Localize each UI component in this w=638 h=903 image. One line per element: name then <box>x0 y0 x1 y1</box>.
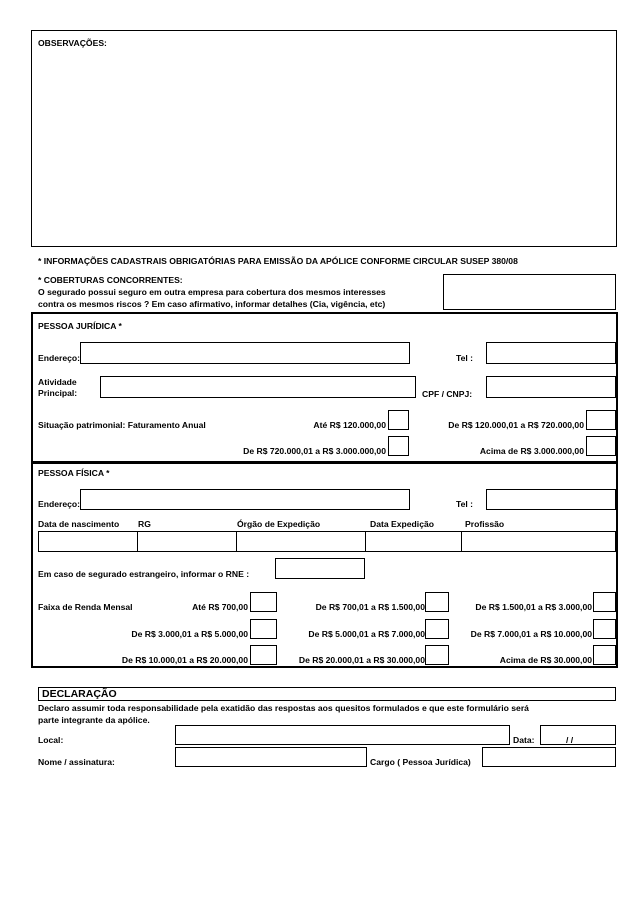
coberturas-line2: contra os mesmos riscos ? Em caso afirmativo, informar detalhes (Cia, vigência, etc) <box>38 299 386 309</box>
pj-atividade-field[interactable] <box>100 376 416 398</box>
pj-atividade-label-2: Principal: <box>38 388 78 398</box>
pf-col-data-exp: Data Expedição <box>370 519 434 529</box>
pf-renda-checkbox-4[interactable] <box>250 619 277 639</box>
declaracao-text-2: parte integrante da apólice. <box>38 715 150 725</box>
declaracao-nome-field[interactable] <box>175 747 367 767</box>
declaracao-cargo-field[interactable] <box>482 747 616 767</box>
pf-col-nascimento: Data de nascimento <box>38 519 120 529</box>
declaracao-data-separators: / / <box>566 735 574 745</box>
declaracao-title-bar <box>38 687 616 701</box>
pj-title: PESSOA JURÍDICA * <box>38 321 122 331</box>
pf-renda-option-7: De R$ 10.000,01 a R$ 20.000,00 <box>121 655 248 665</box>
pf-endereco-label: Endereço: <box>38 499 81 509</box>
pf-renda-option-3: De R$ 1.500,01 a R$ 3.000,00 <box>475 602 592 612</box>
pj-atividade-label-1: Atividade <box>38 377 77 387</box>
declaracao-title: DECLARAÇÃO <box>42 688 117 700</box>
pj-endereco-field[interactable] <box>80 342 410 364</box>
pf-col-orgao: Órgão de Expedição <box>237 519 321 529</box>
pf-renda-option-5: De R$ 5.000,01 a R$ 7.000,00 <box>308 629 425 639</box>
pf-renda-checkbox-3[interactable] <box>593 592 616 612</box>
pj-endereco-label: Endereço: <box>38 353 81 363</box>
pj-faixa4-label: Acima de R$ 3.000.000,00 <box>479 446 584 456</box>
pf-renda-option-6: De R$ 7.000,01 a R$ 10.000,00 <box>470 629 592 639</box>
pj-faixa2-checkbox[interactable] <box>586 410 616 430</box>
coberturas-details-field[interactable] <box>443 274 616 310</box>
declaracao-cargo-label: Cargo ( Pessoa Jurídica) <box>370 757 471 767</box>
pf-renda-option-8: De R$ 20.000,01 a R$ 30.000,00 <box>298 655 425 665</box>
pf-col-rg: RG <box>138 519 151 529</box>
observacoes-label: OBSERVAÇÕES: <box>38 38 107 48</box>
pf-endereco-field[interactable] <box>80 489 410 510</box>
pf-rg-field[interactable] <box>137 531 237 552</box>
pj-cpf-cnpj-label: CPF / CNPJ: <box>422 389 473 399</box>
observacoes-area[interactable] <box>31 30 617 247</box>
pf-renda-checkbox-9[interactable] <box>593 645 616 665</box>
declaracao-nome-label: Nome / assinatura: <box>38 757 115 767</box>
pj-situacao-label: Situação patrimonial: Faturamento Anual <box>38 420 206 430</box>
pf-title: PESSOA FÍSICA * <box>38 468 110 478</box>
pj-tel-label: Tel : <box>456 353 474 363</box>
pf-renda-checkbox-8[interactable] <box>425 645 449 665</box>
pj-cpf-cnpj-field[interactable] <box>486 376 616 398</box>
pf-data-exp-field[interactable] <box>365 531 462 552</box>
pf-renda-checkbox-1[interactable] <box>250 592 277 612</box>
pf-renda-option-2: De R$ 700,01 a R$ 1.500,00 <box>315 602 425 612</box>
pj-tel-field[interactable] <box>486 342 616 364</box>
info-notice: * INFORMAÇÕES CADASTRAIS OBRIGATÓRIAS PARA EMISSÃO DA APÓLICE CONFORME CIRCULAR SUSEP 380/08 <box>38 256 518 266</box>
pf-renda-checkbox-5[interactable] <box>425 619 449 639</box>
declaracao-local-label: Local: <box>38 735 64 745</box>
pf-tel-field[interactable] <box>486 489 616 510</box>
declaracao-data-label: Data: <box>513 735 535 745</box>
pf-tel-label: Tel : <box>456 499 474 509</box>
pf-rne-label: Em caso de segurado estrangeiro, informar o RNE : <box>38 569 250 579</box>
pf-profissao-field[interactable] <box>461 531 616 552</box>
pf-renda-checkbox-2[interactable] <box>425 592 449 612</box>
pj-faixa4-checkbox[interactable] <box>586 436 616 456</box>
pj-faixa1-label: Até R$ 120.000,00 <box>313 420 386 430</box>
pf-col-profissao: Profissão <box>465 519 505 529</box>
pf-renda-option-1: Até R$ 700,00 <box>192 602 248 612</box>
coberturas-line1: O segurado possui seguro em outra empresa para cobertura dos mesmos interesses <box>38 287 386 297</box>
declaracao-text-1: Declaro assumir toda responsabilidade pela exatidão das respostas aos quesitos formulados e que este formulário será <box>38 703 529 713</box>
pf-orgao-field[interactable] <box>236 531 366 552</box>
pf-nascimento-field[interactable] <box>38 531 138 552</box>
pf-faixa-renda-label: Faixa de Renda Mensal <box>38 602 133 612</box>
coberturas-title: * COBERTURAS CONCORRENTES: <box>38 275 183 285</box>
pj-faixa3-checkbox[interactable] <box>388 436 409 456</box>
declaracao-data-field[interactable] <box>540 725 616 745</box>
pf-renda-option-4: De R$ 3.000,01 a R$ 5.000,00 <box>131 629 248 639</box>
pf-rne-field[interactable] <box>275 558 365 579</box>
pj-faixa1-checkbox[interactable] <box>388 410 409 430</box>
pj-faixa2-label: De R$ 120.000,01 a R$ 720.000,00 <box>448 420 584 430</box>
declaracao-local-field[interactable] <box>175 725 510 745</box>
pj-faixa3-label: De R$ 720.000,01 a R$ 3.000.000,00 <box>243 446 386 456</box>
pf-renda-option-9: Acima de R$ 30.000,00 <box>499 655 592 665</box>
pf-renda-checkbox-6[interactable] <box>593 619 616 639</box>
